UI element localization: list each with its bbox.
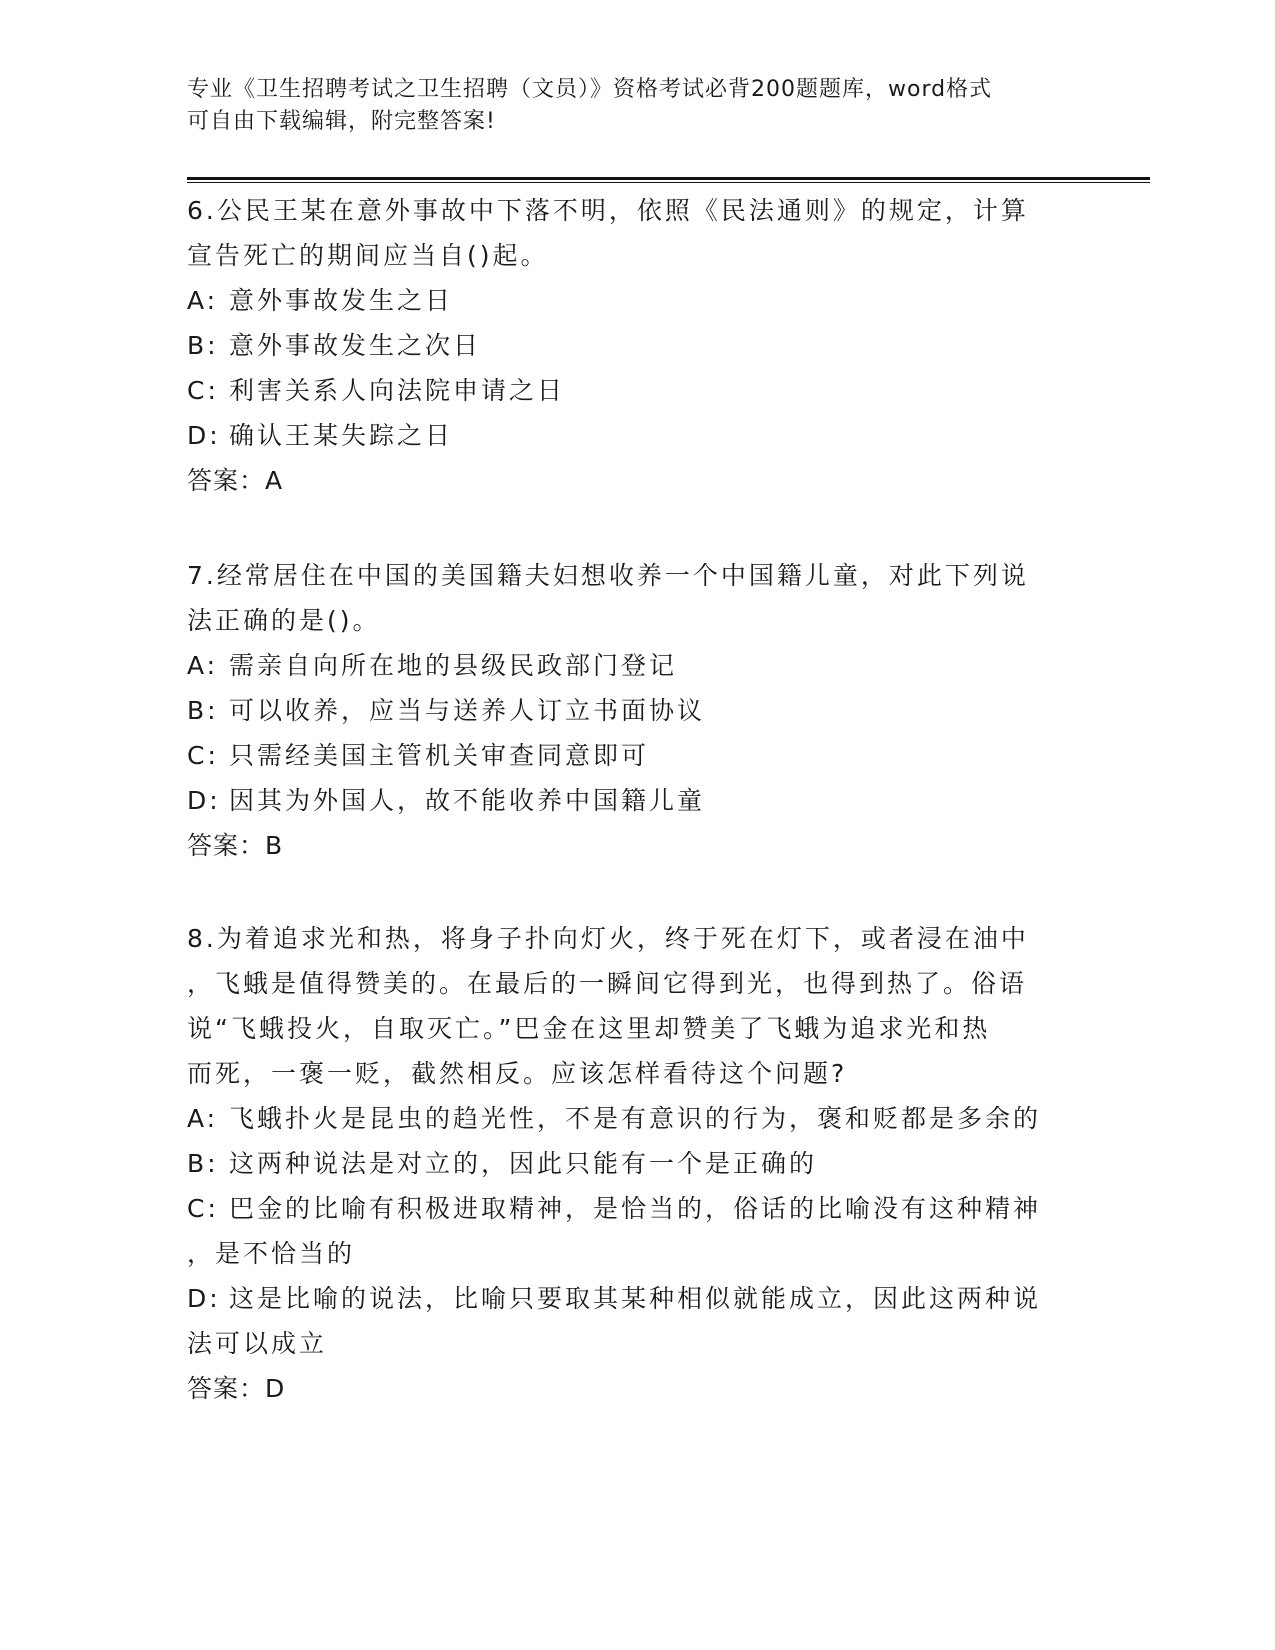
option-text: 这是比喻的说法，比喻只要取其某种相似就能成立，因此这两种说 [229,1284,1042,1313]
option-letter: D: [187,421,221,450]
option-d [187,413,1087,458]
question-8 [187,916,1087,1411]
answer-label: 答案：D [187,1374,286,1403]
option-d [187,778,1087,823]
option-letter: B: [187,331,219,360]
answer-label: 答案：A [187,466,284,495]
option-letter: A: [187,651,219,680]
question-text-line: 宣告死亡的期间应当自()起。 [187,241,549,270]
question-text-line: 7.经常居住在中国的美国籍夫妇想收养一个中国籍儿童，对此下列说 [187,561,1029,590]
question-text-line: 而死，一褒一贬，截然相反。应该怎样看待这个问题? [187,1059,848,1088]
header-divider-thin [187,182,1150,183]
option-letter: C: [187,376,219,405]
option-text: 只需经美国主管机关审查同意即可 [229,741,650,770]
header-line-1: 专业《卫生招聘考试之卫生招聘（文员）》资格考试必背200题题库，word格式 [187,77,993,102]
option-a [187,1096,1087,1141]
option-text: 利害关系人向法院申请之日 [229,376,566,405]
question-text-line: 说“飞蛾投火，自取灭亡。”巴金在这里却赞美了飞蛾为追求光和热 [187,1014,991,1043]
option-c-continued: ，是不恰当的 [187,1239,356,1268]
option-text: 意外事故发生之次日 [229,331,482,360]
option-b [187,688,1087,733]
option-letter: D: [187,786,221,815]
option-letter: B: [187,696,219,725]
option-letter: D: [187,1284,221,1313]
option-b [187,1141,1087,1186]
option-text: 飞蛾扑火是昆虫的趋光性，不是有意识的行为，褒和贬都是多余的 [229,1104,1042,1133]
option-letter: A: [187,1104,219,1133]
option-text: 可以收养，应当与送养人订立书面协议 [229,696,706,725]
option-text: 确认王某失踪之日 [229,421,454,450]
option-c [187,1186,1087,1231]
question-text-line: ，飞蛾是值得赞美的。在最后的一瞬间它得到光，也得到热了。俗语 [187,969,1028,998]
option-letter: C: [187,741,219,770]
option-text: 因其为外国人，故不能收养中国籍儿童 [229,786,706,815]
question-text-line: 6.公民王某在意外事故中下落不明，依照《民法通则》的规定，计算 [187,196,1029,225]
header-line-2: 可自由下载编辑，附完整答案! [187,109,496,134]
question-6 [187,188,1087,503]
option-c [187,368,1087,413]
document-header [187,74,1067,138]
option-a [187,278,1087,323]
option-text: 意外事故发生之日 [229,286,454,315]
question-text-line: 8.为着追求光和热，将身子扑向灯火，终于死在灯下，或者浸在油中 [187,924,1029,953]
option-d [187,1276,1087,1321]
option-text: 巴金的比喻有积极进取精神，是恰当的，俗话的比喻没有这种精神 [229,1194,1042,1223]
question-text-line: 法正确的是()。 [187,606,381,635]
option-b [187,323,1087,368]
answer-label: 答案：B [187,831,284,860]
question-7 [187,553,1087,868]
option-letter: B: [187,1149,219,1178]
header-divider-thick [187,177,1150,180]
option-c [187,733,1087,778]
option-d-continued: 法可以成立 [187,1329,328,1358]
option-letter: C: [187,1194,219,1223]
option-text: 需亲自向所在地的县级民政部门登记 [229,651,678,680]
option-a [187,643,1087,688]
option-text: 这两种说法是对立的，因此只能有一个是正确的 [229,1149,818,1178]
option-letter: A: [187,286,219,315]
